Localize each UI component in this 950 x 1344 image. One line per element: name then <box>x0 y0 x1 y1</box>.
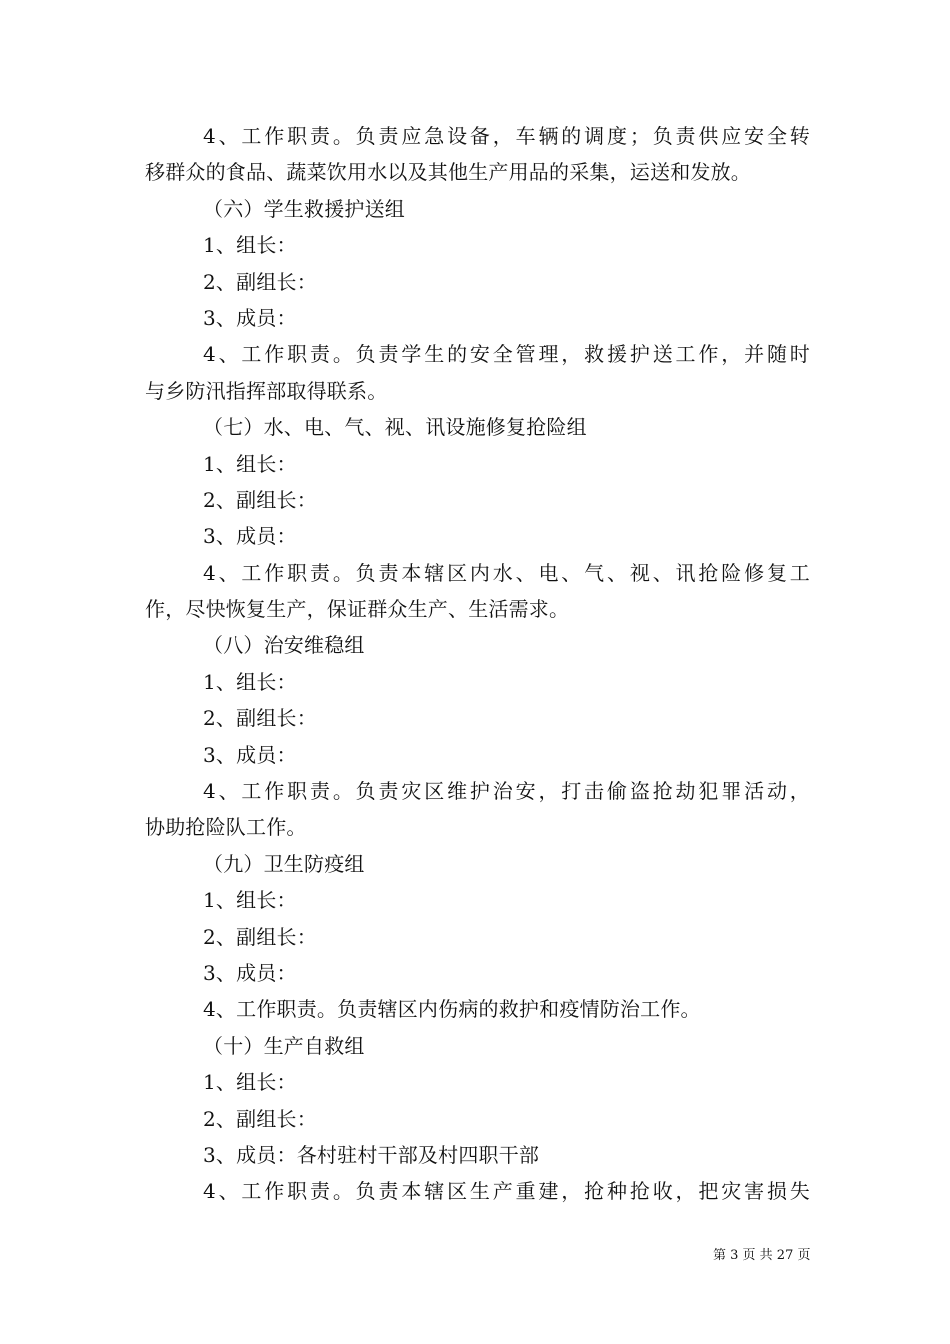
list-item: 3、成员： <box>203 524 297 549</box>
list-item: 3、成员： <box>203 960 297 985</box>
paragraph-line: 协助抢险队工作。 <box>145 815 307 840</box>
document-body <box>145 118 810 1210</box>
list-item: 2、副组长： <box>203 487 317 512</box>
list-item: 2、副组长： <box>203 706 317 731</box>
paragraph-line: 与乡防汛指挥部取得联系。 <box>145 378 388 403</box>
paragraph-line: 4、工作职责。负责灾区维护治安，打击偷盗抢劫犯罪活动， <box>203 779 810 804</box>
paragraph-line: 4、工作职责。负责本辖区生产重建，抢种抢收，把灾害损失 <box>203 1179 810 1204</box>
section-heading: （九）卫生防疫组 <box>203 851 365 876</box>
page-number: 第 3 页 共 27 页 <box>713 1248 811 1263</box>
list-item: 1、组长： <box>203 1070 297 1095</box>
paragraph-line: 4、工作职责。负责辖区内伤病的救护和疫情防治工作。 <box>203 997 701 1022</box>
list-item: 2、副组长： <box>203 924 317 949</box>
list-item: 1、组长： <box>203 233 297 258</box>
list-item: 2、副组长： <box>203 269 317 294</box>
paragraph-line: 4、工作职责。负责应急设备，车辆的调度；负责供应安全转 <box>203 124 810 148</box>
section-heading: （六）学生救援护送组 <box>203 196 405 221</box>
paragraph-line: 4、工作职责。负责学生的安全管理，救援护送工作，并随时 <box>203 342 810 367</box>
list-item: 1、组长： <box>203 669 297 694</box>
list-item: 1、组长： <box>203 451 297 476</box>
list-item: 2、副组长： <box>203 1106 317 1131</box>
section-heading: （七）水、电、气、视、讯设施修复抢险组 <box>203 415 587 440</box>
list-item: 3、成员： <box>203 742 297 767</box>
paragraph-line: 移群众的食品、蔬菜饮用水以及其他生产用品的采集，运送和发放。 <box>145 160 751 185</box>
section-heading: （八）治安维稳组 <box>203 633 365 658</box>
paragraph-line: 作，尽快恢复生产，保证群众生产、生活需求。 <box>145 597 570 622</box>
section-heading: （十）生产自救组 <box>203 1033 365 1058</box>
list-item: 3、成员：各村驻村干部及村四职干部 <box>203 1142 540 1167</box>
list-item: 3、成员： <box>203 305 297 330</box>
list-item: 1、组长： <box>203 888 297 913</box>
paragraph-line: 4、工作职责。负责本辖区内水、电、气、视、讯抢险修复工 <box>203 560 810 585</box>
